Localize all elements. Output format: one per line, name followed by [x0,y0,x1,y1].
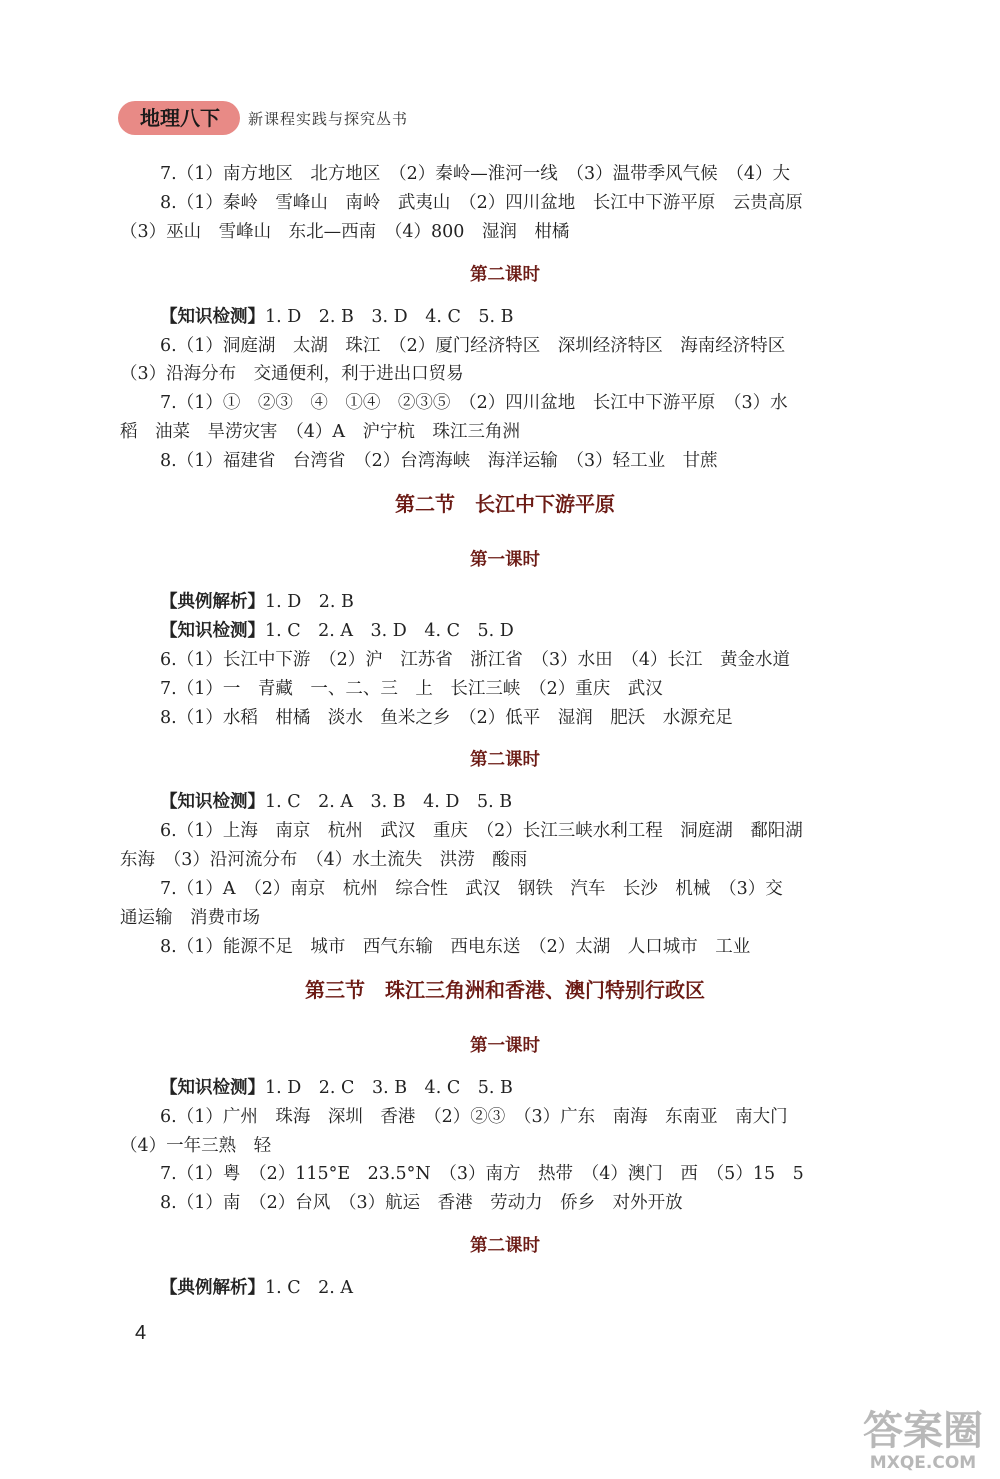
section-label: 【典例解析】 [160,592,265,613]
answer-text: 1. D 2. C 3. B 4. C 5. B [265,1077,513,1098]
answer-line [120,788,890,817]
answer-line: 东海 （3）沿河流分布 （4）水土流失 洪涝 酸雨 [120,850,528,871]
section-heading: 第二节 长江中下游平原 [395,492,615,517]
answer-line [120,1274,890,1303]
watermark-url: MXQE.COM [869,1453,977,1473]
answer-line: 8.（1）秦岭 雪峰山 南岭 武夷山 （2）四川盆地 长江中下游平原 云贵高原 [160,192,803,213]
running-header [118,100,408,136]
lesson-heading: 第二课时 [470,750,540,771]
lesson-heading: 第二课时 [470,264,540,285]
answer-line: （3）沿海分布 交通便利，利于进出口贸易 [120,364,464,385]
lesson-heading: 第一课时 [470,550,540,571]
answer-line: 6.（1）广州 珠海 深圳 香港 （2）②③ （3）广东 南海 东南亚 南大门 [160,1106,788,1127]
section-label: 【知识检测】 [160,792,265,813]
section-heading: 第三节 珠江三角洲和香港、澳门特别行政区 [305,977,705,1002]
series-title: 新课程实践与探究丛书 [248,109,409,128]
section-label: 【知识检测】 [160,620,265,641]
answer-line: 稻 油菜 旱涝灾害 （4）A 沪宁杭 珠江三角洲 [120,422,521,443]
answer-line: 8.（1）福建省 台湾省 （2）台湾海峡 海洋运输 （3）轻工业 甘蔗 [160,451,718,472]
lesson-heading: 第二课时 [470,1236,540,1257]
answer-line: 8.（1）能源不足 城市 西气东输 西电东送 （2）太湖 人口城市 工业 [160,936,751,957]
answer-line [120,617,890,646]
book-badge: 地理八下 [118,101,240,135]
answer-line: 6.（1）长江中下游 （2）沪 江苏省 浙江省 （3）水田 （4）长江 黄金水道 [160,649,790,670]
watermark-logo [858,1409,988,1473]
answer-line: 6.（1）上海 南京 杭州 武汉 重庆 （2）长江三峡水利工程 洞庭湖 鄱阳湖 [160,821,803,842]
answer-text: 1. C 2. A 3. D 4. C 5. D [265,620,514,641]
answer-line: 7.（1）① ②③ ④ ①④ ②③⑤ （2）四川盆地 长江中下游平原 （3）水 [160,393,788,414]
answer-line [120,303,890,332]
answer-line [120,1074,890,1103]
answer-line: 7.（1）南方地区 北方地区 （2）秦岭—淮河一线 （3）温带季风气候 （4）大 [160,164,790,184]
answer-line: （3）巫山 雪峰山 东北—西南 （4）800 湿润 柑橘 [120,221,570,242]
answer-line: 7.（1）一 青藏 一、二、三 上 长江三峡 （2）重庆 武汉 [160,678,663,699]
answer-line: 6.（1）洞庭湖 太湖 珠江 （2）厦门经济特区 深圳经济特区 海南经济特区 [160,335,786,356]
answer-text: 1. D 2. B 3. D 4. C 5. B [265,306,514,327]
answer-text: 1. C 2. A [265,1278,354,1299]
answer-text: 1. C 2. A 3. B 4. D 5. B [265,792,513,813]
answer-line: 7.（1）粤 （2）115°E 23.5°N （3）南方 热带 （4）澳门 西 （5）15 5 [160,1164,804,1185]
answer-line: 7.（1）A （2）南京 杭州 综合性 武汉 钢铁 汽车 长沙 机械 （3）交 [160,879,783,900]
answer-line: （4）一年三熟 轻 [120,1135,272,1156]
section-label: 【典例解析】 [160,1278,265,1299]
section-label: 【知识检测】 [160,306,265,327]
answer-line: 通运输 消费市场 [120,908,260,929]
answer-line: 8.（1）水稻 柑橘 淡水 鱼米之乡 （2）低平 湿润 肥沃 水源充足 [160,707,733,728]
page-number: 4 [135,1322,147,1344]
answer-line: 8.（1）南 （2）台风 （3）航运 香港 劳动力 侨乡 对外开放 [160,1193,683,1214]
section-label: 【知识检测】 [160,1077,265,1098]
answer-content [120,160,890,1303]
answer-text: 1. D 2. B [265,592,354,613]
lesson-heading: 第一课时 [470,1035,540,1056]
answer-line [120,588,890,617]
watermark-text: 答案圈 [863,1408,983,1454]
